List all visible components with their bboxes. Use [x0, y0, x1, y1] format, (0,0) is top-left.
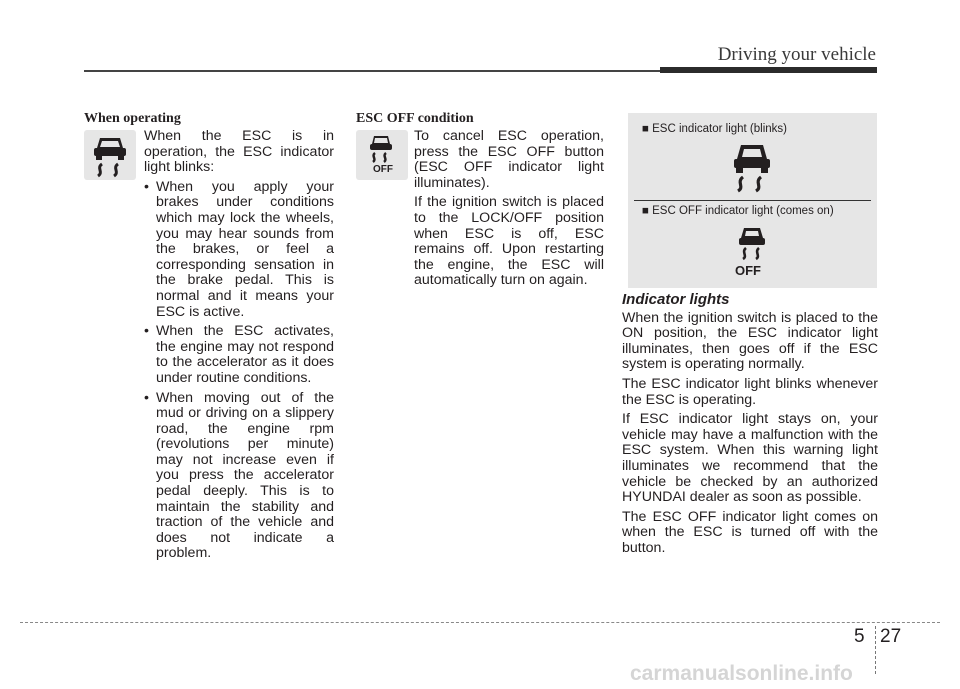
esc-blink-caption: ■ ESC indicator light (blinks): [642, 123, 787, 135]
panel-divider: [634, 200, 871, 201]
when-operating-body: [144, 129, 334, 562]
esc-off-heading: ESC OFF condition: [356, 111, 474, 126]
section-title: Driving your vehicle: [717, 44, 876, 65]
header-rule: [84, 70, 744, 72]
indicator-para: If ESC indicator light stays on, your vehicle may have a malfunction with the ESC system. When this warning light illuminates we recommend that the vehicle be checked by an authorized HYUNDAI dealer as soon as possible.: [622, 411, 878, 506]
esc-off-para: If the ignition switch is placed to the LOCK/OFF position when ESC is off, ESC remains off. Upon restarting the engine, the ESC will automatically turn on again.: [414, 194, 604, 289]
page-number-separator: [875, 626, 876, 674]
esc-skid-icon: [84, 130, 136, 180]
header-rule-accent: [660, 67, 877, 73]
esc-off-body: [414, 129, 604, 289]
page-number: 27: [880, 626, 902, 647]
esc-off-caption: ■ ESC OFF indicator light (comes on): [642, 205, 834, 217]
chapter-number: 5: [854, 626, 865, 647]
esc-off-indicator-icon: [732, 225, 772, 261]
indicator-lights-heading: Indicator lights: [622, 291, 730, 308]
indicator-para: The ESC OFF indicator light comes on when the ESC is turned off with the button.: [622, 508, 878, 556]
esc-off-icon: [356, 130, 408, 180]
esc-off-indicator-label: OFF: [735, 263, 761, 278]
bullet-item: • When you apply your brakes under conditions which may lock the wheels, you may hear sounds from the brakes, or feel a corresponding sensation in the brake pedal. This is normal and it means your ESC is active.: [144, 180, 334, 320]
esc-off-column: [356, 111, 606, 127]
esc-off-para: To cancel ESC operation, press the ESC OFF button (ESC OFF indicator light illuminates).: [414, 128, 604, 191]
indicator-para: The ESC indicator light blinks whenever the ESC is operating.: [622, 375, 878, 408]
indicator-para: When the ignition switch is placed to the ON position, the ESC indicator light illuminates, then goes off if the ESC system is operating normally.: [622, 309, 878, 373]
esc-indicator-icon: [726, 141, 778, 193]
when-operating-column: [84, 111, 334, 127]
indicator-panel: [628, 113, 877, 288]
watermark: carmanualsonline.info: [630, 662, 853, 685]
intro-text: When the ESC is in operation, the ESC indicator light blinks:: [144, 128, 334, 176]
bullet-item: • When the ESC activates, the engine may not respond to the accelerator as it does under routine conditions.: [144, 324, 334, 386]
indicator-lights-column: [622, 292, 878, 557]
footer-rule: [20, 622, 940, 623]
esc-off-icon-label: OFF: [373, 164, 393, 175]
bullet-item: • When moving out of the mud or driving on a slippery road, the engine rpm (revolutions per minute) may not increase even if you press the accelerator pedal deeply. This is to maintain the stability and traction of the vehicle and does not indicate a problem.: [144, 391, 334, 563]
when-operating-heading: When operating: [84, 111, 181, 126]
